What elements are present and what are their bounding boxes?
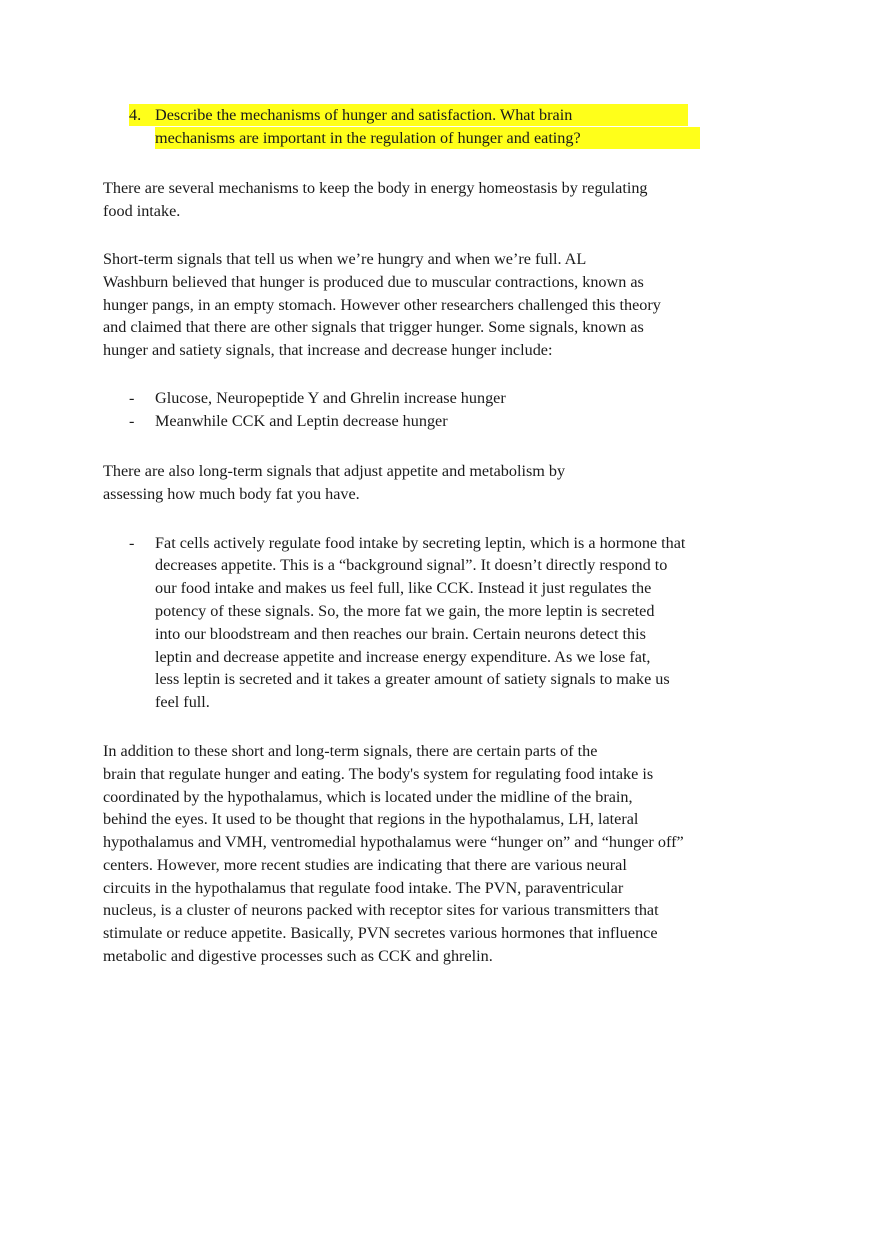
long-term-line: There are also long-term signals that adjust appetite and metabolism by [103, 462, 566, 480]
bullet-marker: - [129, 389, 135, 407]
list-item: Meanwhile CCK and Leptin decrease hunger [155, 412, 448, 430]
long-term-line: assessing how much body fat you have. [103, 485, 360, 503]
brain-line: hypothalamus and VMH, ventromedial hypothalamus were “hunger on” and “hunger off” [103, 833, 684, 851]
short-term-line: and claimed that there are other signals that trigger hunger. Some signals, known as [103, 318, 644, 336]
short-term-line: hunger and satiety signals, that increase and decrease hunger include: [103, 341, 553, 359]
list-item: Glucose, Neuropeptide Y and Ghrelin increase hunger [155, 389, 506, 407]
list-item-line: feel full. [155, 693, 210, 711]
short-term-line: Washburn believed that hunger is produced due to muscular contractions, known as [103, 273, 644, 291]
brain-line: metabolic and digestive processes such as CCK and ghrelin. [103, 947, 493, 965]
list-item-line: Fat cells actively regulate food intake by secreting leptin, which is a hormone that [155, 534, 686, 552]
question-text-1: Describe the mechanisms of hunger and satisfaction. What brain [155, 106, 573, 124]
question-line-1 [129, 104, 688, 126]
brain-line: In addition to these short and long-term signals, there are certain parts of the [103, 742, 598, 760]
short-term-line: hunger pangs, in an empty stomach. However other researchers challenged this theory [103, 296, 661, 314]
list-item-line: our food intake and makes us feel full, like CCK. Instead it just regulates the [155, 579, 652, 597]
list-item-line: into our bloodstream and then reaches our brain. Certain neurons detect this [155, 625, 646, 643]
question-number: 4. [129, 106, 142, 124]
brain-line: nucleus, is a cluster of neurons packed with receptor sites for various transmitters that [103, 901, 659, 919]
question-line-2: mechanisms are important in the regulation of hunger and eating? [155, 127, 700, 149]
brain-line: circuits in the hypothalamus that regulate food intake. The PVN, paraventricular [103, 879, 624, 897]
brain-line: coordinated by the hypothalamus, which is located under the midline of the brain, [103, 788, 633, 806]
list-item-line: potency of these signals. So, the more fat we gain, the more leptin is secreted [155, 602, 655, 620]
list-item-line: less leptin is secreted and it takes a greater amount of satiety signals to make us [155, 670, 670, 688]
brain-line: behind the eyes. It used to be thought that regions in the hypothalamus, LH, lateral [103, 810, 639, 828]
intro-line: food intake. [103, 202, 181, 220]
intro-line: There are several mechanisms to keep the body in energy homeostasis by regulating [103, 179, 648, 197]
list-item-line: leptin and decrease appetite and increase energy expenditure. As we lose fat, [155, 648, 651, 666]
bullet-marker: - [129, 534, 135, 552]
bullet-marker: - [129, 412, 135, 430]
list-item-line: decreases appetite. This is a “background signal”. It doesn’t directly respond to [155, 556, 668, 574]
brain-line: centers. However, more recent studies are indicating that there are various neural [103, 856, 627, 874]
brain-line: stimulate or reduce appetite. Basically, PVN secretes various hormones that influence [103, 924, 658, 942]
short-term-line: Short-term signals that tell us when we’re hungry and when we’re full. AL [103, 250, 587, 268]
brain-line: brain that regulate hunger and eating. The body's system for regulating food intake is [103, 765, 654, 783]
